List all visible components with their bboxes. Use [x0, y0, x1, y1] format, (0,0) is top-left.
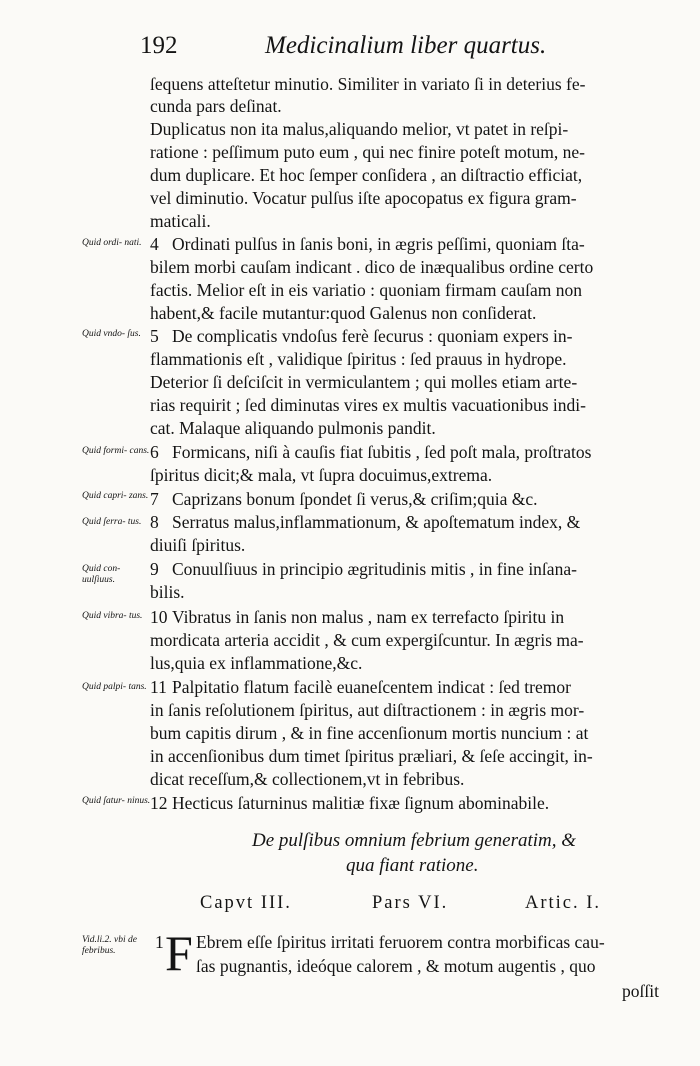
- item-line: [150, 606, 564, 628]
- item-line: [150, 233, 585, 255]
- text-line: Deterior ſi deſciſcit in vermiculantem ; qui molles etiam arte-: [150, 372, 578, 392]
- chapter-artic: Artic. I.: [525, 893, 602, 913]
- item-line: [150, 441, 591, 463]
- item-number: 11: [150, 677, 167, 697]
- running-title: Medicinalium liber quartus.: [265, 32, 547, 59]
- chapter-pars: Pars VI.: [372, 893, 449, 913]
- item-text: Conuulſiuus in principio ægritudinis mitis , in fine inſana-: [172, 559, 577, 579]
- item-number: 10: [150, 607, 168, 627]
- margin-note: Quid formi- cans.: [82, 446, 150, 456]
- margin-note: Quid vndo- ſus.: [82, 329, 141, 339]
- text-line: mordicata arteria accidit , & cum expergiſcuntur. In ægris ma-: [150, 630, 584, 650]
- item-text: Formicans, niſi à cauſis fiat ſubitis , ſed poſt mala, proſtratos: [172, 442, 592, 462]
- chapter-caput: Capvt III.: [200, 893, 292, 913]
- running-header: [140, 30, 640, 64]
- text-line: maticali.: [150, 211, 211, 231]
- text-line: habent,& facile mutantur:quod Galenus non conſiderat.: [150, 303, 537, 323]
- text-line: in accenſionibus dum timet ſpiritus præliari, & ſeſe accingit, in-: [150, 746, 593, 766]
- text-line: ſequens atteſtetur minutio. Similiter in variato ſi in deterius fe-: [150, 74, 586, 94]
- item-text: Hecticus ſaturninus malitiæ fixæ ſignum abominabile.: [172, 793, 550, 813]
- margin-note: Quid con- uulſiuus.: [82, 564, 121, 585]
- section-heading-line: De pulſibus omnium febrium generatim, &: [252, 830, 577, 851]
- text-line: factis. Melior eſt in eis variatio : quoniam firmam cauſam non: [150, 280, 583, 300]
- item-text: Caprizans bonum ſpondet ſi verus,& criſim;quia &c.: [172, 489, 538, 509]
- text-line: diuiſi ſpiritus.: [150, 535, 246, 555]
- text-line: lus,quia ex inflammatione,&c.: [150, 653, 363, 673]
- text-line: bum capitis dirum , & in fine accenſionum mortis nuncium : at: [150, 723, 589, 743]
- item-line: [150, 792, 549, 814]
- item-number: 4: [150, 234, 159, 254]
- item-line: [150, 558, 577, 580]
- item-number: 8: [150, 512, 159, 532]
- item-line: [150, 511, 580, 533]
- text-line: flammationis eſt , validique ſpiritus : ſed prauus in hydrope.: [150, 349, 567, 369]
- text-line: bilem morbi cauſam indicant . dico de inæqualibus ordine certo: [150, 257, 594, 277]
- item-line: [150, 488, 537, 510]
- text-line: ſas pugnantis, ideóque calorem , & motum augentis , quo: [196, 956, 596, 976]
- item-number: 6: [150, 442, 159, 462]
- margin-note: Quid vibra- tus.: [82, 611, 143, 621]
- item-text: De complicatis vndoſus ferè ſecurus : quoniam expers in-: [172, 326, 573, 346]
- item-number: 12: [150, 793, 168, 813]
- item-number: 1: [155, 932, 164, 952]
- item-number: 5: [150, 326, 159, 346]
- item-text: Ordinati pulſus in ſanis boni, in ægris peſſimi, quoniam ſta-: [172, 234, 585, 254]
- item-line: [150, 676, 571, 698]
- text-line: vel diminutio. Vocatur pulſus iſte apocopatus ex figura gram-: [150, 188, 577, 208]
- text-line: ſpiritus dicit;& mala, vt ſupra docuimus,extrema.: [150, 465, 493, 485]
- section-heading-line: qua fiant ratione.: [346, 855, 479, 876]
- margin-note: Quid ordi- nati.: [82, 238, 142, 248]
- item-number: 7: [150, 489, 159, 509]
- margin-note: Quid ſatur- ninus.: [82, 796, 151, 806]
- item-text: Serratus malus,inflammationum, & apoſtematum index, &: [172, 512, 581, 532]
- text-line: dum duplicare. Et hoc ſemper conſidera , an diſtractio efficiat,: [150, 165, 583, 185]
- item-number: 9: [150, 559, 159, 579]
- text-line: dicat receſſum,& collectionem,vt in febribus.: [150, 769, 465, 789]
- page-number: 192: [140, 32, 178, 59]
- text-line: bilis.: [150, 582, 185, 602]
- item-text: Vibratus in ſanis non malus , nam ex terrefacto ſpiritu in: [172, 607, 565, 627]
- text-line: Duplicatus non ita malus,aliquando melior, vt patet in reſpi-: [150, 119, 569, 139]
- margin-note: Quid ſerra- tus.: [82, 517, 142, 527]
- text-line: Ebrem eſſe ſpiritus irritati feruorem contra morbificas cau-: [196, 932, 605, 952]
- margin-note: Quid palpi- tans.: [82, 682, 147, 692]
- margin-note: Vid.li.2. vbi de febribus.: [82, 935, 137, 956]
- text-line: cat. Malaque aliquando pulmonis pandit.: [150, 418, 436, 438]
- catchword: poſſit: [622, 981, 659, 1001]
- text-line: cunda pars deſinat.: [150, 96, 282, 116]
- text-line: rias requirit ; ſed diminutas vires ex multis vacuationibus indi-: [150, 395, 586, 415]
- text-line: in ſanis reſolutionem ſpiritus, aut diſtractionem : in ægris mor-: [150, 700, 585, 720]
- text-line: ratione : peſſimum puto eum , qui nec finire poteſt motum, ne-: [150, 142, 585, 162]
- item-line: [150, 325, 572, 347]
- item-text: Palpitatio flatum facilè euaneſcentem indicat : ſed tremor: [172, 677, 571, 697]
- drop-capital: F: [165, 925, 193, 981]
- margin-note: Quid capri- zans.: [82, 491, 149, 501]
